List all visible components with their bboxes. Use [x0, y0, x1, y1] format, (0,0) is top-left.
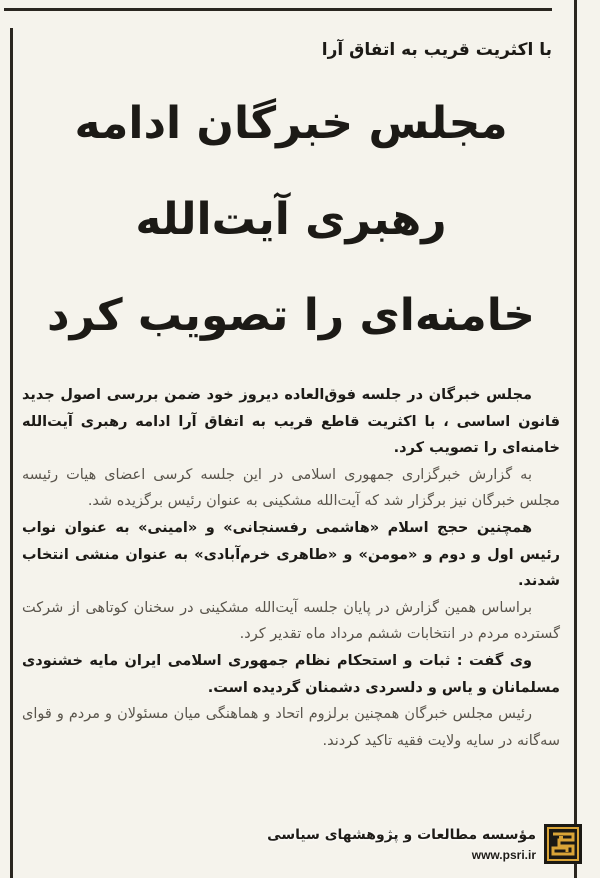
- headline-line: خامنه‌ای را تصویب کرد: [47, 290, 535, 341]
- institute-url[interactable]: www.psri.ir: [471, 848, 536, 862]
- institute-name: مؤسسه مطالعات و پژوهشهای سیاسی: [267, 827, 536, 843]
- article-body: [22, 382, 560, 754]
- article-paragraph: همچنین حجج اسلام «هاشمی رفسنجانی» و «امینی» به عنوان نواب رئیس اول و دوم و «مومن» و «طاهری خرم‌آبادی» به عنوان منشی انتخاب شدند.: [22, 519, 560, 590]
- article-kicker: با اکثریت قریب به اتفاق آرا: [321, 40, 552, 60]
- article-paragraph: وی گفت : ثبات و استحکام نظام جمهوری اسلامی ایران مایه خشنودی مسلمانان و یاس و دلسردی دشمنان گردیده است.: [22, 652, 560, 696]
- watermark-text: [267, 824, 536, 864]
- left-border-rule: [10, 28, 13, 878]
- headline-line: رهبری آیت‌الله: [135, 194, 447, 245]
- top-border-rule: [4, 8, 552, 11]
- headline-line: مجلس خبرگان ادامه: [74, 98, 508, 149]
- institute-logo-icon: [544, 824, 582, 864]
- article-paragraph: به گزارش خبرگزاری جمهوری اسلامی در این جلسه کرسی اعضای هیات رئیسه مجلس خبرگان نیز برگزار شد که آیت‌الله مشکینی به عنوان رئیس برگزیده شد.: [22, 466, 560, 510]
- article-paragraph: براساس همین گزارش در پایان جلسه آیت‌الله مشکینی در سخنان کوتاهی از شرکت گسترده مردم در انتخابات ششم مرداد ماه تقدیر کرد.: [22, 599, 560, 643]
- right-border-rule: [574, 0, 577, 878]
- article-paragraph: مجلس خبرگان در جلسه فوق‌العاده دیروز خود ضمن بررسی اصول جدید قانون اساسی ، با اکثریت قاطع قریب به اتفاق آرا ادامه رهبری آیت‌الله خامنه‌ای را تصویب کرد.: [22, 387, 560, 457]
- institute-watermark: [268, 824, 590, 870]
- news-article: [22, 36, 560, 754]
- article-paragraph: رئیس مجلس خبرگان همچنین برلزوم اتحاد و هماهنگی میان مسئولان و مردم و قوای سه‌گانه در سایه ولایت فقیه تاکید کردند.: [22, 706, 560, 749]
- article-headline: [22, 76, 560, 364]
